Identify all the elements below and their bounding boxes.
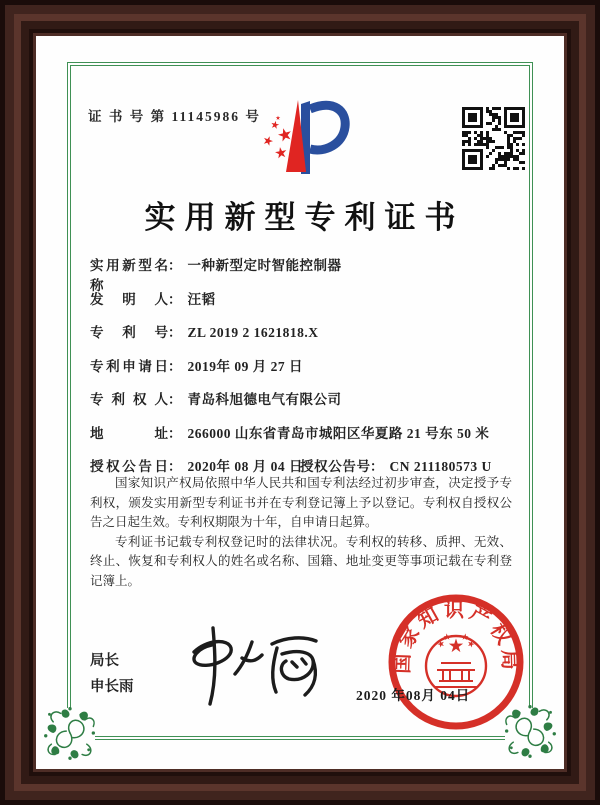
field-value: ZL 2019 2 1621818.X [187, 325, 319, 340]
field-label: 授权公告日 [90, 459, 168, 474]
field-value: 汪韬 [187, 291, 216, 307]
field-value: 青岛科旭德电气有限公司 [187, 392, 342, 407]
field-label: 专利权人 [90, 392, 168, 407]
handwritten-signature [176, 616, 326, 711]
field-list [90, 254, 520, 485]
field-value: 2019年 09 月 27 日 [187, 358, 303, 374]
field-label: 地址 [90, 425, 168, 441]
field-row-inventor: 发明人 ： 汪韬 [90, 288, 520, 322]
bureau-chief-title: 局长 [90, 653, 119, 669]
cnipa-logo-icon [252, 92, 352, 182]
official-red-seal [386, 592, 526, 732]
field-row-patent-no: 专利号 ： ZL 2019 2 1621818.X [90, 321, 520, 355]
field-value: 2020年 08 月 04 日 [187, 459, 303, 474]
bureau-chief-name: 申长雨 [90, 679, 134, 695]
field-row-name: 实用新型名称 ： 一种新型定时智能控制器 [90, 254, 520, 288]
seal-date: 2020 年08月 04日 [356, 688, 471, 703]
certificate-title: 实用新型专利证书 [144, 200, 465, 235]
bureau-chief-block [90, 648, 134, 700]
legal-paragraph-2: 专利证书记载专利权登记时的法律状况。专利权的转移、质押、无效、终止、恢复和专利权人的姓名或名称、国籍、地址变更等事项记载在专利登记簿上。 [90, 534, 512, 588]
field-row-grant: 授权公告日 ： 2020年 08 月 04 日 授权公告号 ： CN 211180573 U [90, 455, 520, 485]
legal-text [90, 474, 512, 591]
certificate-number: 证 书 号 第 11145986 号 [88, 109, 261, 124]
field-label: 发明人 [90, 291, 168, 307]
field-row-filing-date: 专利申请日 ： 2019年 09 月 27 日 [90, 355, 520, 389]
field-row-patentee: 专利权人 ： 青岛科旭德电气有限公司 [90, 388, 520, 422]
field-grant-number: 授权公告号 ： CN 211180573 U [300, 455, 492, 475]
field-value: CN 211180573 U [389, 459, 492, 474]
legal-paragraph-1: 国家知识产权局依照中华人民共和国专利法经过初步审查，决定授予专利权，颁发实用新型专利证书并在专利登记簿上予以登记。专利权自授权公告之日起生效。专利权期限为十年，自申请日起算。 [90, 476, 512, 529]
seal-text: 国家知识产权局 [391, 599, 521, 675]
field-label: 授权公告号 [300, 459, 370, 474]
floral-ornament-icon [42, 705, 98, 761]
field-value: 266000 山东省青岛市城阳区华夏路 21 号东 50 米 [187, 425, 490, 441]
field-row-address: 地址 ： 266000 山东省青岛市城阳区华夏路 21 号东 50 米 [90, 422, 520, 456]
field-label: 专利号 [90, 325, 168, 340]
field-value: 一种新型定时智能控制器 [187, 258, 342, 273]
field-label: 专利申请日 [90, 358, 168, 374]
qr-code [462, 107, 525, 170]
field-label: 实用新型名称 [90, 258, 168, 293]
certificate-paper [36, 36, 564, 769]
